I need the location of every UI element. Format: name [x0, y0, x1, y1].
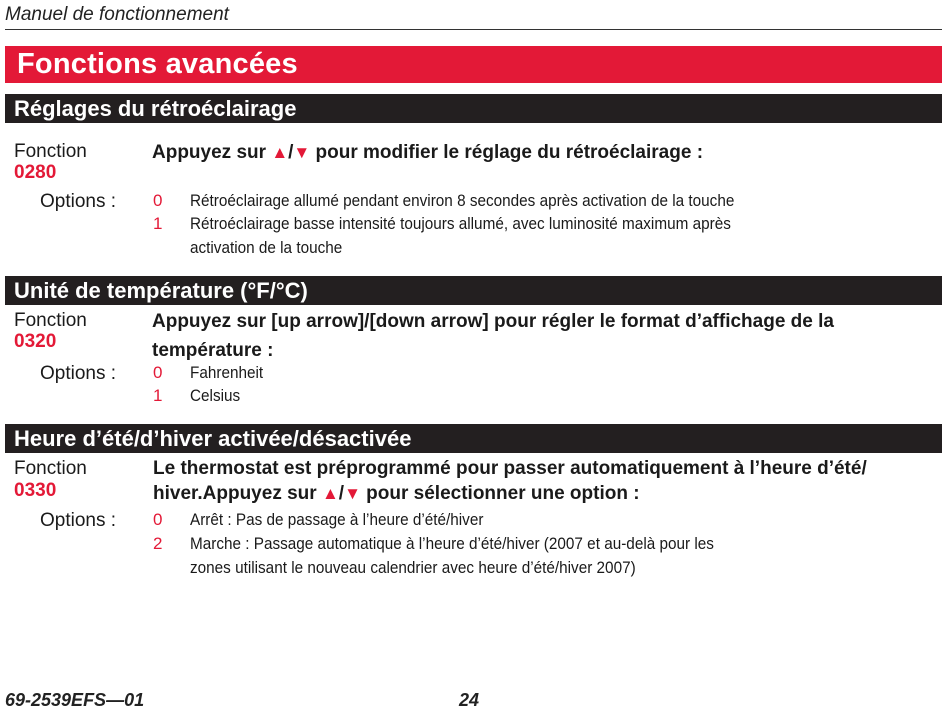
down-arrow-icon: ▼ — [344, 484, 361, 503]
section-title-backlight: Réglages du rétroéclairage — [5, 94, 942, 123]
option-number: 0 — [153, 510, 163, 529]
option-text: Rétroéclairage basse intensité toujours allumé, avec luminosité maximum après — [190, 214, 731, 233]
option-text: Rétroéclairage allumé pendant environ 8 secondes après activation de la touche — [190, 191, 735, 210]
document-code: 69-2539EFS—01 — [5, 690, 145, 710]
instruction-text — [152, 139, 703, 167]
instruction-before: hiver.Appuyez sur — [153, 483, 322, 504]
options-label: Options : — [40, 363, 117, 384]
function-label: Fonction — [14, 141, 87, 162]
section-title-dst: Heure d’été/d’hiver activée/désactivée — [5, 424, 942, 453]
instruction-after: pour modifier le réglage du rétroéclairage : — [310, 142, 704, 163]
function-code: 0280 — [14, 162, 57, 183]
header-rule — [5, 29, 942, 30]
instruction-line-2 — [153, 480, 640, 508]
page-number: 24 — [459, 690, 480, 710]
section-title-temperature-unit: Unité de température (°F/°C) — [5, 276, 942, 305]
option-text: Marche : Passage automatique à l’heure d’été/hiver (2007 et au-delà pour les — [190, 534, 714, 553]
up-arrow-icon: ▲ — [271, 143, 289, 162]
option-number: 1 — [153, 214, 163, 233]
instruction-line-1: Appuyez sur [up arrow]/[down arrow] pour régler le format d’affichage de la — [152, 311, 834, 332]
option-text-continued: activation de la touche — [190, 238, 343, 257]
option-text: Celsius — [190, 386, 241, 405]
option-number: 1 — [153, 386, 163, 405]
up-arrow-icon: ▲ — [321, 484, 339, 503]
function-code: 0330 — [14, 480, 57, 501]
instruction-line-2: température : — [152, 340, 274, 361]
arrow-slash: / — [338, 483, 345, 504]
option-text-continued: zones utilisant le nouveau calendrier avec heure d’été/hiver 2007) — [190, 558, 636, 577]
option-number: 2 — [153, 534, 163, 553]
instruction-after: pour sélectionner une option : — [360, 483, 640, 504]
function-label: Fonction — [14, 458, 87, 479]
down-arrow-icon: ▼ — [293, 143, 311, 162]
manual-title: Manuel de fonctionnement — [5, 4, 229, 25]
option-text: Fahrenheit — [190, 363, 264, 382]
function-code: 0320 — [14, 331, 57, 352]
instruction-before: Appuyez sur — [152, 142, 272, 163]
options-label: Options : — [40, 510, 117, 531]
arrow-slash: / — [288, 142, 294, 163]
option-number: 0 — [153, 363, 163, 382]
instruction-line-1: Le thermostat est préprogrammé pour passer automatiquement à l’heure d’été/ — [153, 458, 867, 479]
option-text: Arrêt : Pas de passage à l’heure d’été/hiver — [190, 510, 484, 529]
option-number: 0 — [153, 191, 163, 210]
function-label: Fonction — [14, 310, 87, 331]
page-banner-title: Fonctions avancées — [5, 46, 942, 83]
options-label: Options : — [40, 191, 117, 212]
